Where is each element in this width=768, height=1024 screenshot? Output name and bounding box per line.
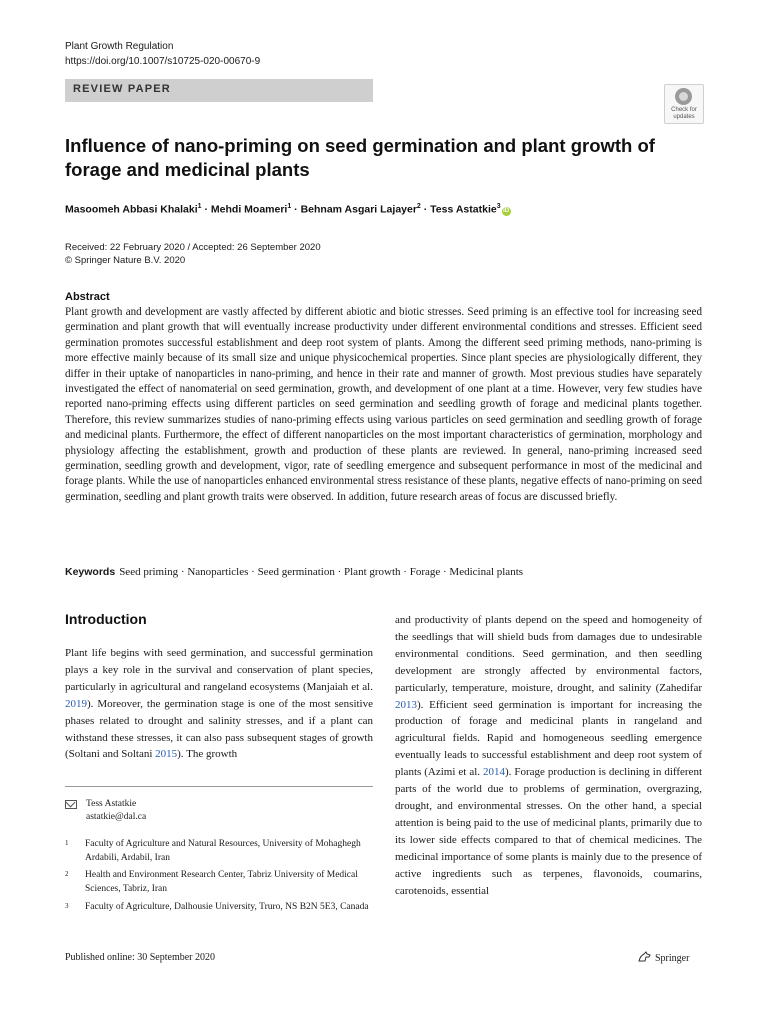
journal-name: Plant Growth Regulation — [65, 41, 174, 52]
orcid-icon[interactable]: iD — [503, 207, 510, 214]
published-date: Published online: 30 September 2020 — [65, 952, 215, 963]
introduction-heading: Introduction — [65, 611, 147, 627]
author-separator: · — [201, 203, 211, 216]
body-text: ). Moreover, the germination stage is one of the most sensitive phases related to drought and salinity stresses, and if a plant can withstand these stresses, it can also pass subsequent stages of growth (Soltani and Soltani — [65, 697, 373, 761]
article-type-bar — [65, 79, 373, 102]
affiliation-text: Health and Environment Research Center, Tabriz University of Medical Sciences, Tabriz, Iran — [85, 870, 358, 894]
body-text: Plant life begins with seed germination, and successful germination plays a key role in the survival and conservation of plant species, particularly in agricultural and rangeland ecosystems (Manjaiah et al. — [65, 647, 373, 693]
check-for-updates-badge[interactable] — [664, 84, 704, 124]
article-dates: Received: 22 February 2020 / Accepted: 26 September 2020 — [65, 242, 321, 253]
affiliation-number: 3 — [65, 902, 69, 910]
keywords-list: Seed priming · Nanoparticles · Seed germination · Plant growth · Forage · Medicinal plants — [119, 566, 524, 578]
citation-link[interactable]: 2019 — [65, 697, 87, 710]
check-for-updates-icon — [675, 88, 692, 105]
affiliation-number: 1 — [65, 839, 69, 847]
introduction-left-column — [65, 645, 373, 763]
author-list — [65, 203, 705, 216]
author-name[interactable]: Behnam Asgari Lajayer — [300, 203, 417, 216]
check-for-updates-label: Check for updates — [671, 107, 697, 120]
body-text: ). Efficient seed germination is important for increasing the production of forage and medicinal plants in rangeland and agricultural fields. Rapid and homogeneous seedling emergence eventually leads to successful establishment and deep root system of plants (Azimi et al. — [395, 698, 702, 779]
citation-link[interactable]: 2014 — [483, 766, 505, 779]
author-affiliation-mark: 2 — [416, 203, 421, 210]
affiliation-number: 2 — [65, 870, 69, 878]
author-separator: · — [291, 203, 301, 216]
publisher-logo — [638, 951, 689, 964]
corresponding-author-name: Tess Astatkie — [86, 799, 137, 809]
body-text: and productivity of plants depend on the speed and homogeneity of the seedlings that will shield buds from damages due to undesirable environmental conditions. Seed germination, and then seedling development are strongly affected by environmental factors, particularly, temperature, moisture, drought, and salinity (Zahedifar — [395, 614, 702, 694]
body-text: ). The growth — [177, 748, 238, 761]
springer-horse-icon — [638, 951, 651, 962]
body-text: ). Forage production is declining in different parts of the world due to problems of germination, overgrazing, drought, and environmental stresses. On the other hand, a special attention is being paid to the use of medicinal plants, primarily due to its lower side effects compared to that of chemical medicines. The medicinal importance of some plants is mainly due to the presence of active ingredients such as terpenes, flavonoids, coumarins, carotenoids, essential — [395, 766, 702, 897]
citation-link[interactable]: 2013 — [395, 698, 417, 711]
article-type-label: REVIEW PAPER — [73, 83, 171, 95]
abstract-heading: Abstract — [65, 291, 110, 303]
footnote-divider — [65, 786, 373, 787]
keywords-label: Keywords — [65, 566, 116, 578]
affiliation-text: Faculty of Agriculture and Natural Resources, University of Mohaghegh Ardabili, Ardabil, Iran — [85, 839, 361, 863]
author-affiliation-mark: 1 — [287, 203, 292, 210]
introduction-right-column — [395, 612, 702, 899]
citation-link[interactable]: 2015 — [155, 748, 178, 761]
affiliation-text: Faculty of Agriculture, Dalhousie University, Truro, NS B2N 5E3, Canada — [85, 902, 369, 912]
author-name[interactable]: Mehdi Moameri — [210, 203, 288, 216]
corresponding-author-email[interactable]: astatkie@dal.ca — [86, 812, 147, 822]
author-affiliation-mark: 1 — [197, 203, 202, 210]
author-name[interactable]: Tess Astatkie — [430, 203, 497, 216]
author-affiliation-mark: 3 — [496, 203, 501, 210]
author-separator: · — [420, 203, 431, 216]
doi-link[interactable]: https://doi.org/10.1007/s10725-020-00670-9 — [65, 56, 261, 67]
publisher-name: Springer — [655, 953, 690, 964]
envelope-icon — [65, 800, 77, 809]
author-name[interactable]: Masoomeh Abbasi Khalaki — [65, 203, 198, 216]
abstract-text: Plant growth and development are vastly affected by different abiotic and biotic stresses. Seed priming is an effective tool for increasing seed germination and plant growth that will eventually increase productivity under different environmental conditions and stresses. Efficient seed germination promotes successful establishment and deep root system of plants. Among the different seed priming methods, nano-priming is more effective mainly because of its small size and unique physicochemical properties. Since plant species are physiologically different, they differ in their uptake of nanoparticles in nano-priming, and hence in their rate and manner of growth. Most previous studies have separately investigated the effect of nanomaterial on seed germination, growth, and development of one plant at a time. However, very few studies have reported nano-priming effects using different particles on seed germination and seedling growth of forage and medicinal plants together. Therefore, this review summarizes studies of nano-priming effects using various particles on seed germination and seedling growth of forage and medicinal plants. Furthermore, the effect of different nanoparticles on the most important characteristics of germination, morphology and physiology affecting the establishment, growth and production of these plants are reviewed. In general, nano-priming increased seed germination, seedling growth and development, vigor, rate of seedling emergence and subsequent performance in most of the medicinal and forage plants. While the use of nanoparticles enhanced environmental stress resistance of these plants, negative effects of nano-priming on seed germination, seedling and plant growth traits were observed. In addition, future research areas of focus are discussed briefly. — [65, 306, 702, 503]
article-title: Influence of nano-priming on seed germination and plant growth of forage and medicinal plants — [65, 135, 655, 180]
keywords-line — [65, 566, 705, 578]
copyright-notice: © Springer Nature B.V. 2020 — [65, 255, 186, 266]
